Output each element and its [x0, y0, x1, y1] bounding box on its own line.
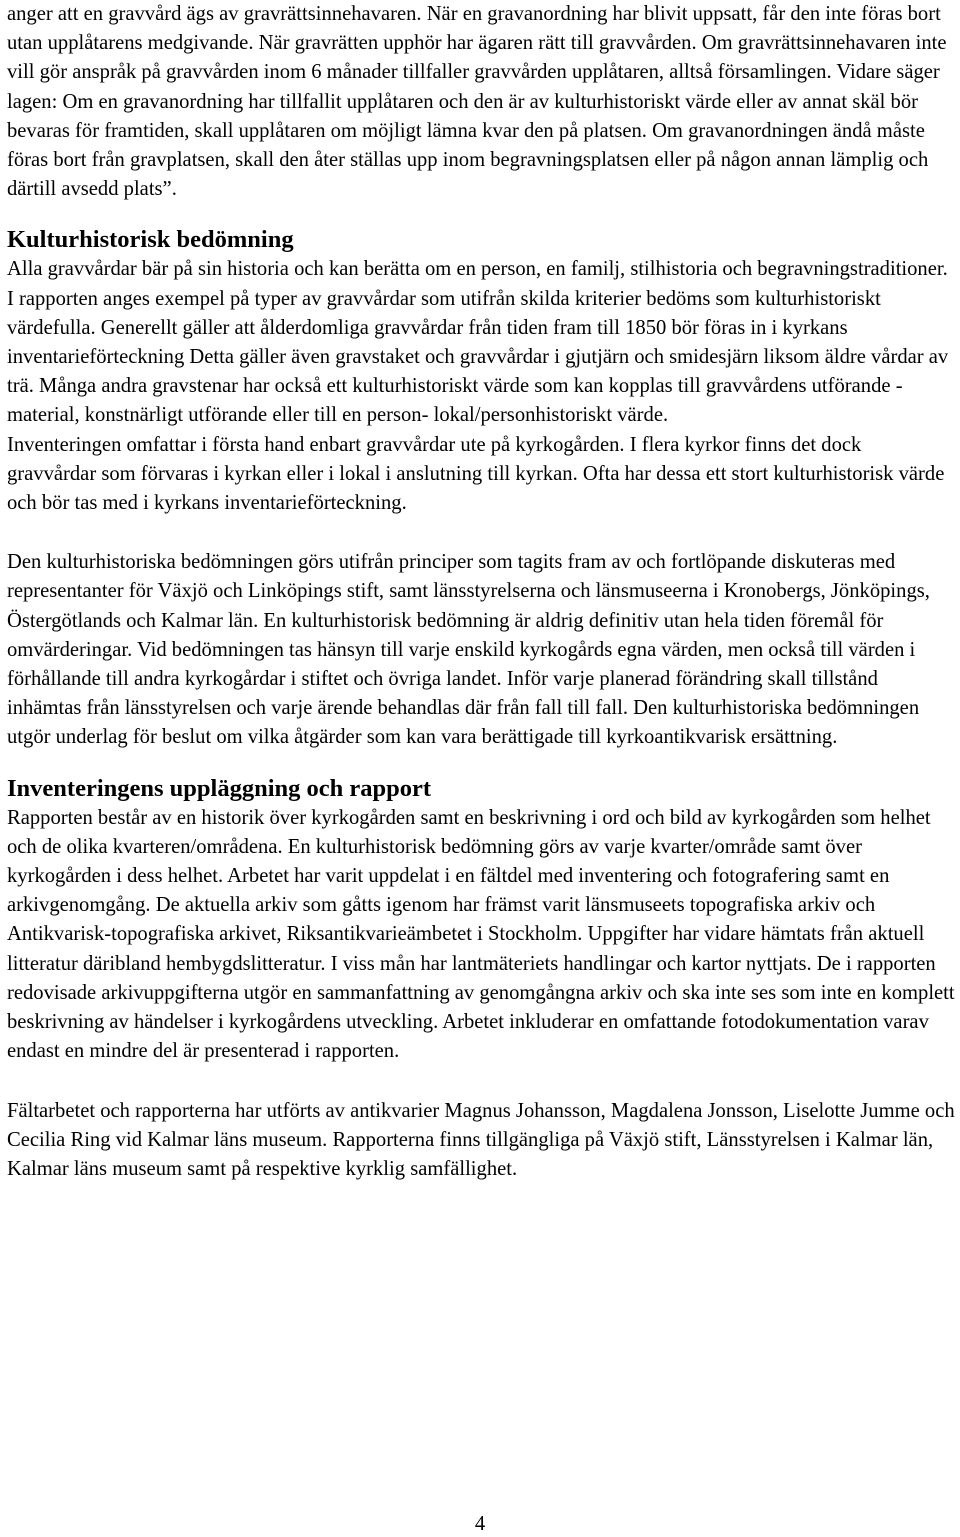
paragraph-spacer: [7, 1067, 955, 1097]
inventering-paragraph-1: Rapporten består av en historik över kyrkogården samt en beskrivning i ord och bild av kyrkogården som helhet och de olika kvarteren/områdena. En kulturhistorisk bedömning görs av varje kvarter/område samt över kyrkogården i dess helhet. Arbetet har varit uppdelat i en fältdel med inventering och fotografering samt en arkivgenomgång. De aktuella arkiv som gåtts igenom har främst varit länsmuseets topografiska arkiv och Antikvarisk-topografiska arkivet, Riksantikvarieämbetet i Stockholm. Uppgifter har vidare hämtats från aktuell litteratur däribland hembygdslitteratur. I viss mån har lantmäteriets handlingar och kartor nyttjats. De i rapporten redovisade arkivuppgifterna utgör en sammanfattning av genomgångna arkiv och ska inte ses som inte en komplett beskrivning av händelser i kyrkogårdens utveckling. Arbetet inkluderar en omfattande fotodokumentation varav endast en mindre del är presenterad i rapporten.: [7, 806, 955, 1063]
heading-kulturhistorisk-bedomning: Kulturhistorisk bedömning: [7, 226, 294, 254]
inventering-paragraph-2: Fältarbetet och rapporterna har utförts av antikvarier Magnus Johansson, Magdalena Jonsson, Liselotte Jumme och Cecilia Ring vid Kalmar läns museum. Rapporterna finns tillgängliga på Växjö stift, Länsstyrelsen i Kalmar län, Kalmar läns museum samt på respektive kyrklig samfällighet.: [7, 1099, 955, 1180]
heading-inventeringens-upplaggning: Inventeringens uppläggning och rapport: [7, 774, 432, 802]
paragraph-spacer: [7, 518, 955, 548]
kulturhistorisk-paragraph-3: Den kulturhistoriska bedömningen görs utifrån principer som tagits fram av och fortlöpande diskuteras med representanter för Växjö och Linköpings stift, samt länsstyrelserna och länsmuseerna i Kronobergs, Jönköpings, Östergötlands och Kalmar län. En kulturhistorisk bedömning är aldrig definitiv utan hela tiden föremål för omvärderingar. Vid bedömningen tas hänsyn till varje enskild kyrkogårds egna värden, men också till värden i förhållande till andra kyrkogårdar i stiftet och övriga landet. Inför varje planerad förändring skall tillstånd inhämtas från länsstyrelsen och varje ärende behandlas där från fall till fall. Den kulturhistoriska bedömningen utgör underlag för beslut om vilka åtgärder som kan vara berättigade till kyrkoantikvarisk ersättning.: [7, 551, 930, 749]
intro-paragraph: anger att en gravvård ägs av gravrättsinnehavaren. När en gravanordning har blivit uppsatt, får den inte föras bort utan upplåtarens medgivande. När gravrätten upphör har ägaren rätt till gravvården. Om gravrättsinnehavaren inte vill gör anspråk på gravvården inom 6 månader tillfaller gravvården upplåtaren, alltså församlingen. Vidare säger lagen: Om en gravanordning har tillfallit upplåtaren och den är av kulturhistoriskt värde eller av annat skäl bör bevaras för framtiden, skall upplåtaren om möjligt lämna kvar den på platsen. Om gravanordningen ändå måste föras bort från gravplatsen, skall den åter ställas upp inom begravningsplatsen eller på någon annan lämplig och därtill avsedd plats”.: [7, 3, 947, 201]
document-page: [7, 0, 955, 1184]
kulturhistorisk-paragraph-2: Inventeringen omfattar i första hand enbart gravvårdar ute på kyrkogården. I flera kyrkor finns det dock gravvårdar som förvaras i kyrkan eller i lokal i anslutning till kyrkan. Ofta har dessa ett stort kulturhistorisk värde och bör tas med i kyrkans inventarieförteckning.: [7, 433, 945, 515]
page-number: 4: [474, 1513, 486, 1535]
kulturhistorisk-paragraph-1: Alla gravvårdar bär på sin historia och kan berätta om en person, en familj, stilhistoria och begravningstraditioner. I rapporten anges exempel på typer av gravvårdar som utifrån skilda kriterier bedöms som kulturhistoriskt värdefulla. Generellt gäller att ålderdomliga gravvårdar från tiden fram till 1850 bör föras in i kyrkans inventarieförteckning Detta gäller även gravstaket och gravvårdar i gjutjärn och smidesjärn liksom äldre vårdar av trä. Många andra gravstenar har också ett kulturhistoriskt värde som kan kopplas till gravvårdens utförande - material, konstnärligt utförande eller till en person- lokal/personhistoriskt värde.: [7, 258, 949, 427]
